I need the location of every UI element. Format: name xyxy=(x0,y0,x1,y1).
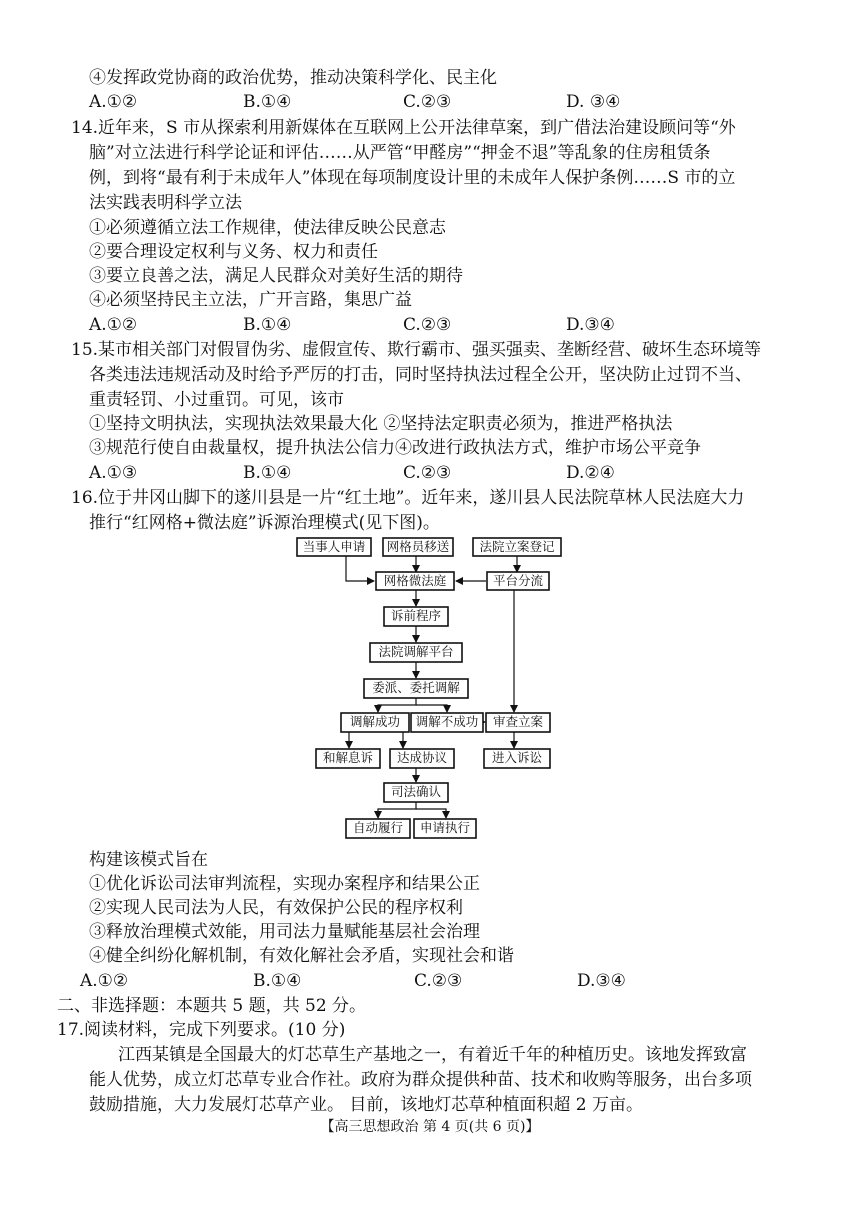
q16-item-2: ②实现人民司法为人民，有效保护公民的程序权利 xyxy=(89,898,463,918)
node-court-filing-label: 法院立案登记 xyxy=(479,539,555,554)
q14-item-2: ②要合理设定权利与义务、权力和责任 xyxy=(89,242,378,262)
node-reach-agreement xyxy=(390,749,454,768)
node-grid-court-label: 网格微法庭 xyxy=(383,573,447,588)
q14-item-4: ④必须坚持民主立法，广开言路，集思广益 xyxy=(89,290,412,310)
q13-option-d[interactable]: D. ③④ xyxy=(566,92,621,112)
q14-stem-line-1: 14.近年来，S 市从探索利用新媒体在互联网上公开法律草案，到广借法治建设顾问等“外 xyxy=(71,118,736,138)
node-delegated-mediation-label: 委派、委托调解 xyxy=(372,680,460,695)
node-court-filing xyxy=(473,538,561,556)
q16-option-b[interactable]: B.①④ xyxy=(253,971,302,991)
q13-option-a[interactable]: A.①② xyxy=(89,92,138,112)
node-enter-litigation-label: 进入诉讼 xyxy=(491,750,543,765)
node-pre-litigation-label: 诉前程序 xyxy=(390,608,442,623)
node-auto-perform xyxy=(346,819,410,838)
q14-option-d[interactable]: D.③④ xyxy=(566,315,615,335)
q15-stem-line-1: 15.某市相关部门对假冒伪劣、虚假宣传、欺行霸市、强买强卖、垄断经营、破坏生态环境等 xyxy=(71,340,762,360)
q15-stem-line-2: 各类违法违规活动及时给予严厉的打击，同时坚持执法过程全公开，坚决防止过罚不当、 xyxy=(89,365,752,385)
q15-option-d[interactable]: D.②④ xyxy=(566,463,615,483)
section-2-heading: 二、非选择题：本题共 5 题，共 52 分。 xyxy=(57,996,367,1016)
q14-item-1: ①必须遵循立法工作规律，使法律反映公民意志 xyxy=(89,218,446,238)
node-platform-split xyxy=(487,572,549,590)
q15-option-c[interactable]: C.②③ xyxy=(403,463,452,483)
q16-stem-line-2: 推行“红网格+微法庭”诉源治理模式(见下图)。 xyxy=(89,513,440,533)
node-settle-withdraw-label: 和解息诉 xyxy=(322,750,374,765)
q15-items-line-1: ①坚持文明执法，实现执法效果最大化 ②坚持法定职责必须为，推进严格执法 xyxy=(89,414,673,434)
q16-option-a[interactable]: A.①② xyxy=(80,971,129,991)
q17-para-line-1: 江西某镇是全国最大的灯芯草生产基地之一，有着近千年的种植历史。该地发挥致富 xyxy=(118,1045,747,1065)
node-mediation-platform xyxy=(370,643,462,662)
q15-items-line-2: ③规范行使自由裁量权，提升执法公信力④改进行政执法方式，维护市场公平竞争 xyxy=(89,438,701,458)
q15-option-a[interactable]: A.①③ xyxy=(89,463,138,483)
q16-option-c[interactable]: C.②③ xyxy=(414,971,463,991)
q14-option-a[interactable]: A.①② xyxy=(89,315,138,335)
node-mediation-success-label: 调解成功 xyxy=(349,714,401,729)
node-judicial-confirm xyxy=(384,783,448,802)
node-platform-split-label: 平台分流 xyxy=(492,573,544,588)
node-settle-withdraw xyxy=(316,749,380,768)
q16-prompt: 构建该模式旨在 xyxy=(89,850,208,870)
node-grid-transfer xyxy=(383,538,453,556)
q15-stem-line-3: 重责轻罚、小过重罚。可见，该市 xyxy=(89,390,344,410)
node-pre-litigation xyxy=(384,607,448,626)
node-review-filing xyxy=(486,713,550,732)
q17-para-line-3: 鼓励措施，大力发展灯芯草产业。 目前，该地灯芯草种植面积超 2 万亩。 xyxy=(89,1095,644,1115)
node-apply-enforce-label: 申请执行 xyxy=(419,820,471,835)
q14-item-3: ③要立良善之法，满足人民群众对美好生活的期待 xyxy=(89,266,463,286)
node-apply-enforce xyxy=(414,819,476,838)
q17-title: 17.阅读材料，完成下列要求。(10 分) xyxy=(57,1020,346,1040)
q16-item-4: ④健全纠纷化解机制，有效化解社会矛盾，实现社会和谐 xyxy=(89,946,514,966)
node-applicant-label: 当事人申请 xyxy=(302,539,366,554)
node-judicial-confirm-label: 司法确认 xyxy=(390,784,442,799)
q16-item-1: ①优化诉讼司法审判流程，实现办案程序和结果公正 xyxy=(89,874,480,894)
q13-option-c[interactable]: C.②③ xyxy=(403,92,452,112)
node-mediation-platform-label: 法院调解平台 xyxy=(378,644,454,659)
q16-item-3: ③释放治理模式效能，用司法力量赋能基层社会治理 xyxy=(89,922,480,942)
q13-item-4: ④发挥政党协商的政治优势，推动决策科学化、民主化 xyxy=(89,68,497,88)
node-applicant xyxy=(297,538,371,556)
q15-option-b[interactable]: B.①④ xyxy=(243,463,292,483)
node-mediation-fail-label: 调解不成功 xyxy=(415,714,479,729)
node-mediation-fail xyxy=(411,713,483,732)
node-reach-agreement-label: 达成协议 xyxy=(396,750,448,765)
node-review-filing-label: 审查立案 xyxy=(492,714,544,729)
node-delegated-mediation xyxy=(364,679,468,698)
q13-option-b[interactable]: B.①④ xyxy=(243,92,292,112)
node-auto-perform-label: 自动履行 xyxy=(352,820,404,835)
node-grid-transfer-label: 网格员移送 xyxy=(386,539,450,554)
q14-stem-line-4: 法实践表明科学立法 xyxy=(89,193,242,213)
q16-option-d[interactable]: D.③④ xyxy=(577,971,626,991)
page-footer: 【高三思想政治 第 4 页(共 6 页)】 xyxy=(320,1119,540,1135)
node-grid-court xyxy=(376,572,454,590)
node-mediation-success xyxy=(341,713,409,732)
q14-stem-line-3: 例，到将“最有利于未成年人”体现在每项制度设计里的未成年人保护条例……S 市的立 xyxy=(89,168,736,188)
node-enter-litigation xyxy=(484,749,550,768)
q14-stem-line-2: 脑”对立法进行科学论证和评估……从严管“甲醛房”“押金不退”等乱象的住房租赁条 xyxy=(89,143,711,163)
q16-stem-line-1: 16.位于井冈山脚下的遂川县是一片“红土地”。近年来，遂川县人民法院草林人民法庭大力 xyxy=(71,488,745,508)
q14-option-c[interactable]: C.②③ xyxy=(403,315,452,335)
q17-para-line-2: 能人优势，成立灯芯草专业合作社。政府为群众提供种苗、技术和收购等服务，出台多项 xyxy=(89,1070,752,1090)
q14-option-b[interactable]: B.①④ xyxy=(243,315,292,335)
